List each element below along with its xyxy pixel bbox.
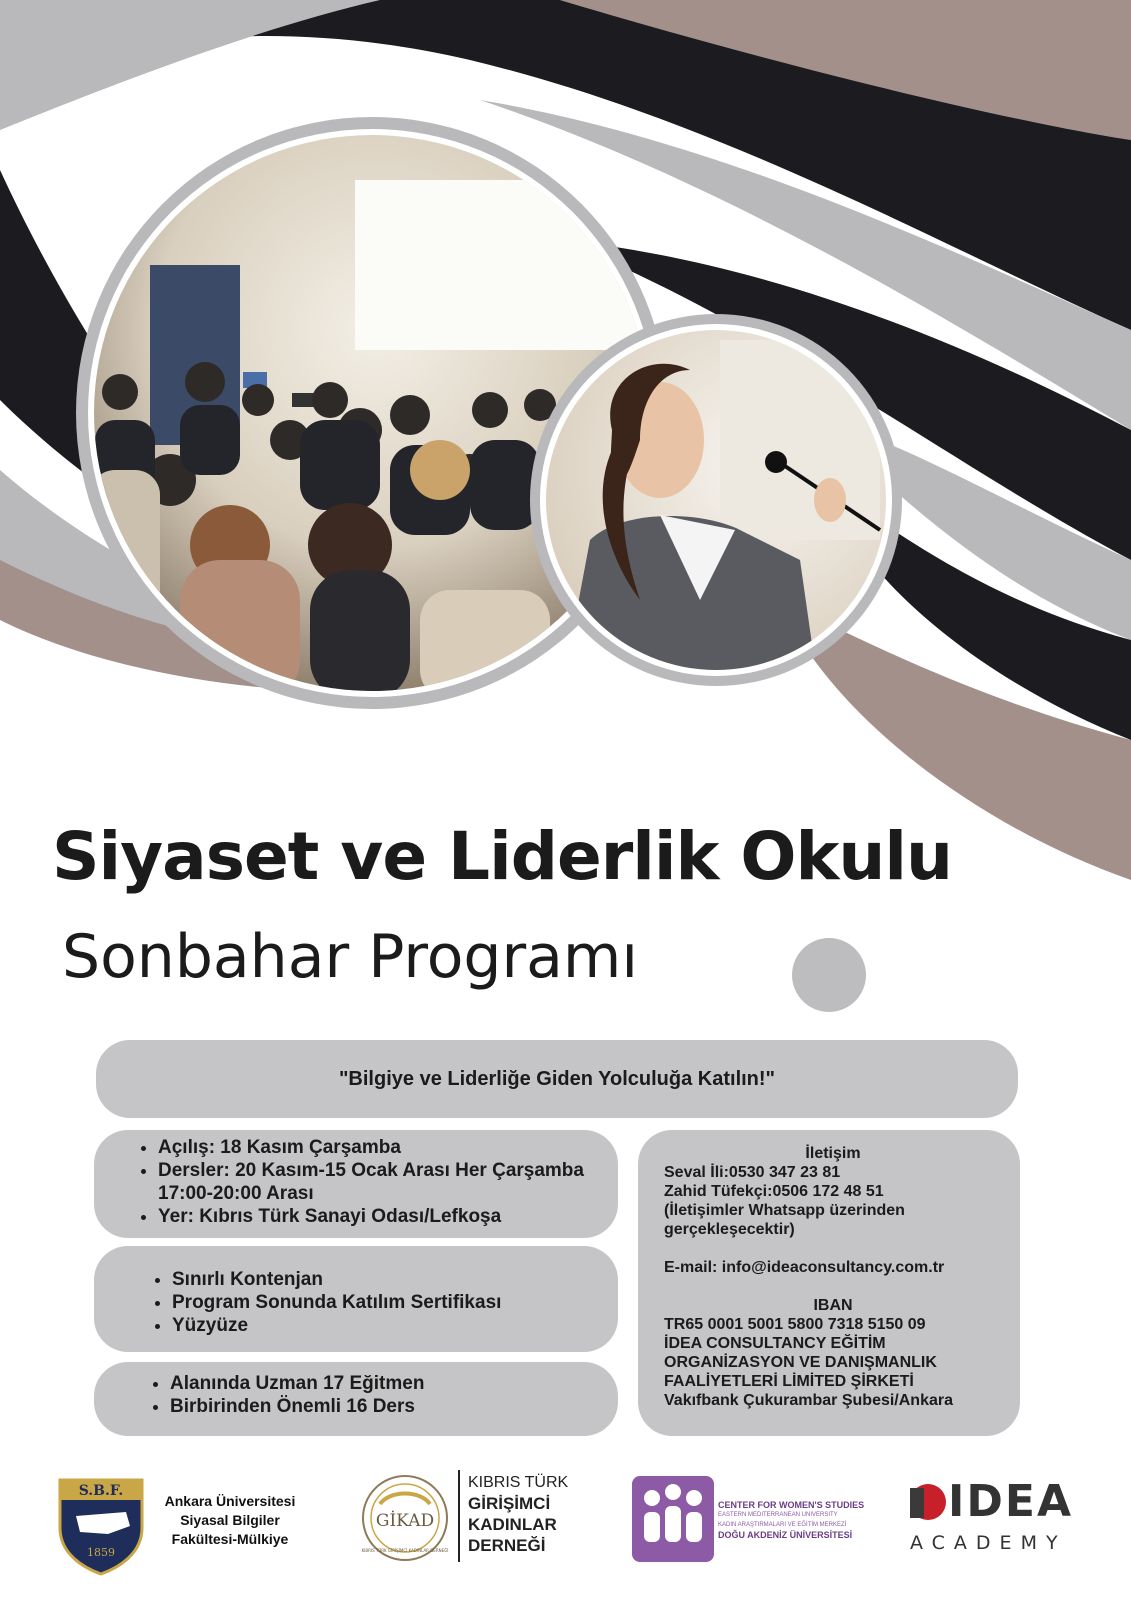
gikad-logo-text: KIBRIS TÜRK GİRİŞİMCİ KADINLAR DERNEĞİ xyxy=(468,1474,569,1555)
iban-number: TR65 0001 5001 5800 7318 5150 09 xyxy=(664,1316,926,1333)
contact-note: (İletişimler Whatsapp üzerinden gerçekleşecektir) xyxy=(664,1202,905,1238)
highlight-item: • Alanında Uzman 17 Eğitmen xyxy=(170,1372,608,1395)
detail-opening: • Açılış: 18 Kasım Çarşamba xyxy=(158,1136,608,1159)
contact-box xyxy=(638,1130,1020,1436)
contact-heading: İletişim xyxy=(805,1145,861,1162)
sbf-logo xyxy=(56,1476,146,1576)
iban-bank: Vakıfbank Çukurambar Şubesi/Ankara xyxy=(664,1392,953,1409)
detail-lessons: • Dersler: 20 Kasım-15 Ocak Arası Her Çarşamba 17:00-20:00 Arası xyxy=(158,1159,608,1205)
gikad-logo xyxy=(360,1470,450,1566)
contact-email[interactable]: E-mail: info@ideaconsultancy.com.tr xyxy=(664,1259,945,1276)
feature-item: • Yüzyüze xyxy=(172,1314,608,1337)
details-box xyxy=(94,1130,618,1238)
sbf-logo-text: Ankara Üniversitesi Siyasal Bilgiler Fakültesi-Mülkiye xyxy=(164,1493,296,1547)
gikad-divider xyxy=(458,1470,460,1562)
svg-text:S.B.F.: S.B.F. xyxy=(78,1483,124,1499)
idea-academy-logo: IDEA ACADEMY xyxy=(906,1474,1066,1562)
svg-text:GİKAD: GİKAD xyxy=(375,1511,435,1531)
features-box xyxy=(94,1246,618,1352)
feature-item: • Program Sonunda Katılım Sertifikası xyxy=(172,1291,608,1314)
gikad-emblem-icon xyxy=(360,1470,450,1566)
contact-phone-2[interactable]: Zahid Tüfekçi:0506 172 48 51 xyxy=(664,1183,884,1200)
page-title: Siyaset ve Liderlik Okulu xyxy=(52,818,952,895)
detail-venue: • Yer: Kıbrıs Türk Sanayi Odası/Lefkoşa xyxy=(158,1205,608,1228)
highlights-box xyxy=(94,1362,618,1436)
page-subtitle: Sonbahar Programı xyxy=(62,922,639,992)
decorative-dot xyxy=(792,938,866,1012)
svg-text:1859: 1859 xyxy=(87,1546,115,1559)
cws-figures-icon xyxy=(628,1470,718,1566)
svg-text:KIBRIS TÜRK GİRİŞİMCİ KADINLAR: KIBRIS TÜRK GİRİŞİMCİ KADINLAR DERNEĞİ xyxy=(361,1548,449,1553)
idea-brain-icon xyxy=(906,1478,946,1528)
highlight-item: • Birbirinden Önemli 16 Ders xyxy=(170,1395,608,1418)
slogan-banner: "Bilgiye ve Liderliğe Giden Yolculuğa Katılın!" xyxy=(96,1040,1018,1118)
cws-logo-text: CENTER FOR WOMEN'S STUDIES EASTERN MEDITERRANEAN UNIVERSITY KADIN ARAŞTIRMALARI VE EĞİTİM MERKEZİ DOĞU AKDENİZ ÜNİVERSİTESİ xyxy=(718,1500,865,1540)
iban-heading: IBAN xyxy=(813,1297,853,1314)
iban-company: İDEA CONSULTANCY EĞİTİM ORGANİZASYON VE DANIŞMANLIK FAALİYETLERİ LİMİTED ŞİRKETİ xyxy=(664,1335,937,1390)
cws-logo xyxy=(628,1470,718,1566)
contact-phone-1[interactable]: Seval İli:0530 347 23 81 xyxy=(664,1164,841,1181)
feature-item: • Sınırlı Kontenjan xyxy=(172,1268,608,1291)
sbf-shield-icon xyxy=(56,1476,146,1576)
